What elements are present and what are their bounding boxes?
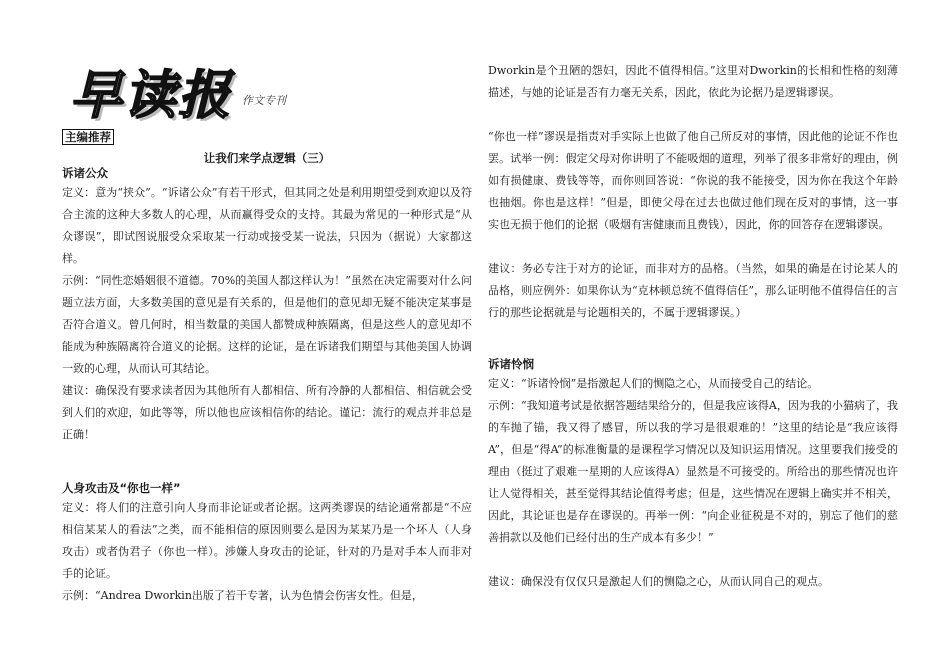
ad-hominem-advice: 建议：务必专注于对方的论证，而非对方的品格。（当然，如果的确是在讨论某人的品格，则应例外：如果你认为“克林顿总统不值得信任”，那么证明他不值得信任的言行的那些论据就是与论题相关的，不属于逻辑谬误。） bbox=[488, 262, 898, 319]
section-heading-appeal-to-popularity: 诉诸公众 bbox=[62, 166, 108, 180]
masthead-title: 早读报 bbox=[70, 66, 233, 126]
section-heading-ad-hominem: 人身攻击及“你也一样” bbox=[62, 481, 181, 495]
masthead-subtitle: 作文专刊 bbox=[242, 94, 286, 107]
ad-hominem-example-start: 示例：“Andrea Dworkin出版了若干专著，认为色情会伤害女性。但是， bbox=[62, 589, 423, 602]
pity-definition: 定义：“诉诸怜悯”是指激起人们的恻隐之心，从而接受自己的结论。 bbox=[488, 377, 819, 390]
masthead bbox=[70, 66, 330, 132]
pity-example: 示例：“我知道考试是依据答题结果给分的，但是我应该得A，因为我的小猫病了，我的车抛了锚，我又得了感冒，所以我的学习是很艰难的！”这里的结论是“我应该得A”，但是“得A”的标准衡量的是课程学习情况以及知识运用情况。这里要我们接受的理由（挺过了艰难一星期的人应该得A）显然是不可接受的。所给出的那些情况也许让人觉得相关，甚至觉得其结论值得考虑；但是，这些情况在逻辑上确实并不相关，因此，其论证也是存在谬误的。再举一例：“向企业征税是不对的，别忘了他们的慈善捐款以及他们已经付出的生产成本有多少！” bbox=[488, 399, 898, 544]
popularity-definition: 定义：意为“挟众”。“诉诸公众”有若干形式，但其同之处是利用期望受到欢迎以及符合主流的这种大多数人的心理，从而赢得受众的支持。其最为常见的一种形式是“从众谬误”，即试图说服受众采取某一行动或接受某一说法，只因为（据说）大家都这样。 bbox=[62, 186, 472, 265]
tu-quoque-explanation: “你也一样”谬误是指责对手实际上也做了他自己所反对的事情，因此他的论证不作也罢。试举一例：假定父母对你讲明了不能吸烟的道理，列举了很多非常好的理由，例如有损健康、费钱等等，而你则回答说：“你说的我不能接受，因为你在我这个年龄也抽烟。你也是这样！”但是，即使父母在过去也做过他们现在反对的事情，这一事实也无损于他们的论据（吸烟有害健康而且费钱），因此，你的回答存在逻辑谬误。 bbox=[488, 130, 898, 231]
article-title: 让我们来学点逻辑（三） bbox=[203, 151, 331, 165]
section-heading-appeal-to-pity: 诉诸怜悯 bbox=[488, 357, 534, 371]
pity-advice: 建议：确保没有仅仅只是激起人们的恻隐之心，从而认同自己的观点。 bbox=[488, 575, 829, 588]
editor-pick-label: 主编推荐 bbox=[62, 129, 114, 145]
ad-hominem-example-continued: Dworkin是个丑陋的怨妇，因此不值得相信。”这里对Dworkin的长相和性格的刻薄描述，与她的论证是否有力毫无关系，因此，依此为论据乃是逻辑谬误。 bbox=[488, 64, 898, 99]
popularity-advice: 建议：确保没有要求读者因为其他所有人都相信、所有冷静的人都相信、相信就会受到人们的欢迎，如此等等，所以他也应该相信你的结论。谨记：流行的观点并非总是正确！ bbox=[62, 384, 472, 441]
ad-hominem-definition: 定义：将人们的注意引向人身而非论证或者论据。这两类谬误的结论通常都是“不应相信某某人的看法”之类，而不能相信的原因则要么是因为某某乃是一个坏人（人身攻击）或者伪君子（你也一样）。涉嫌人身攻击的论证，针对的乃是对手本人而非对手的论证。 bbox=[62, 501, 472, 580]
popularity-example: 示例：“同性恋婚姻很不道德。70%的美国人都这样认为！”虽然在决定需要对什么问题立法方面，大多数美国的意见是有关系的，但是他们的意见却无疑不能决定某事是否符合道义。曾几何时，相当数量的美国人都赞成种族隔离，但是这些人的意见却不能成为种族隔离符合道义的论据。这样的论证，是在诉诸我们期望与其他美国人协调一致的心理，从而认可其结论。 bbox=[62, 274, 472, 375]
